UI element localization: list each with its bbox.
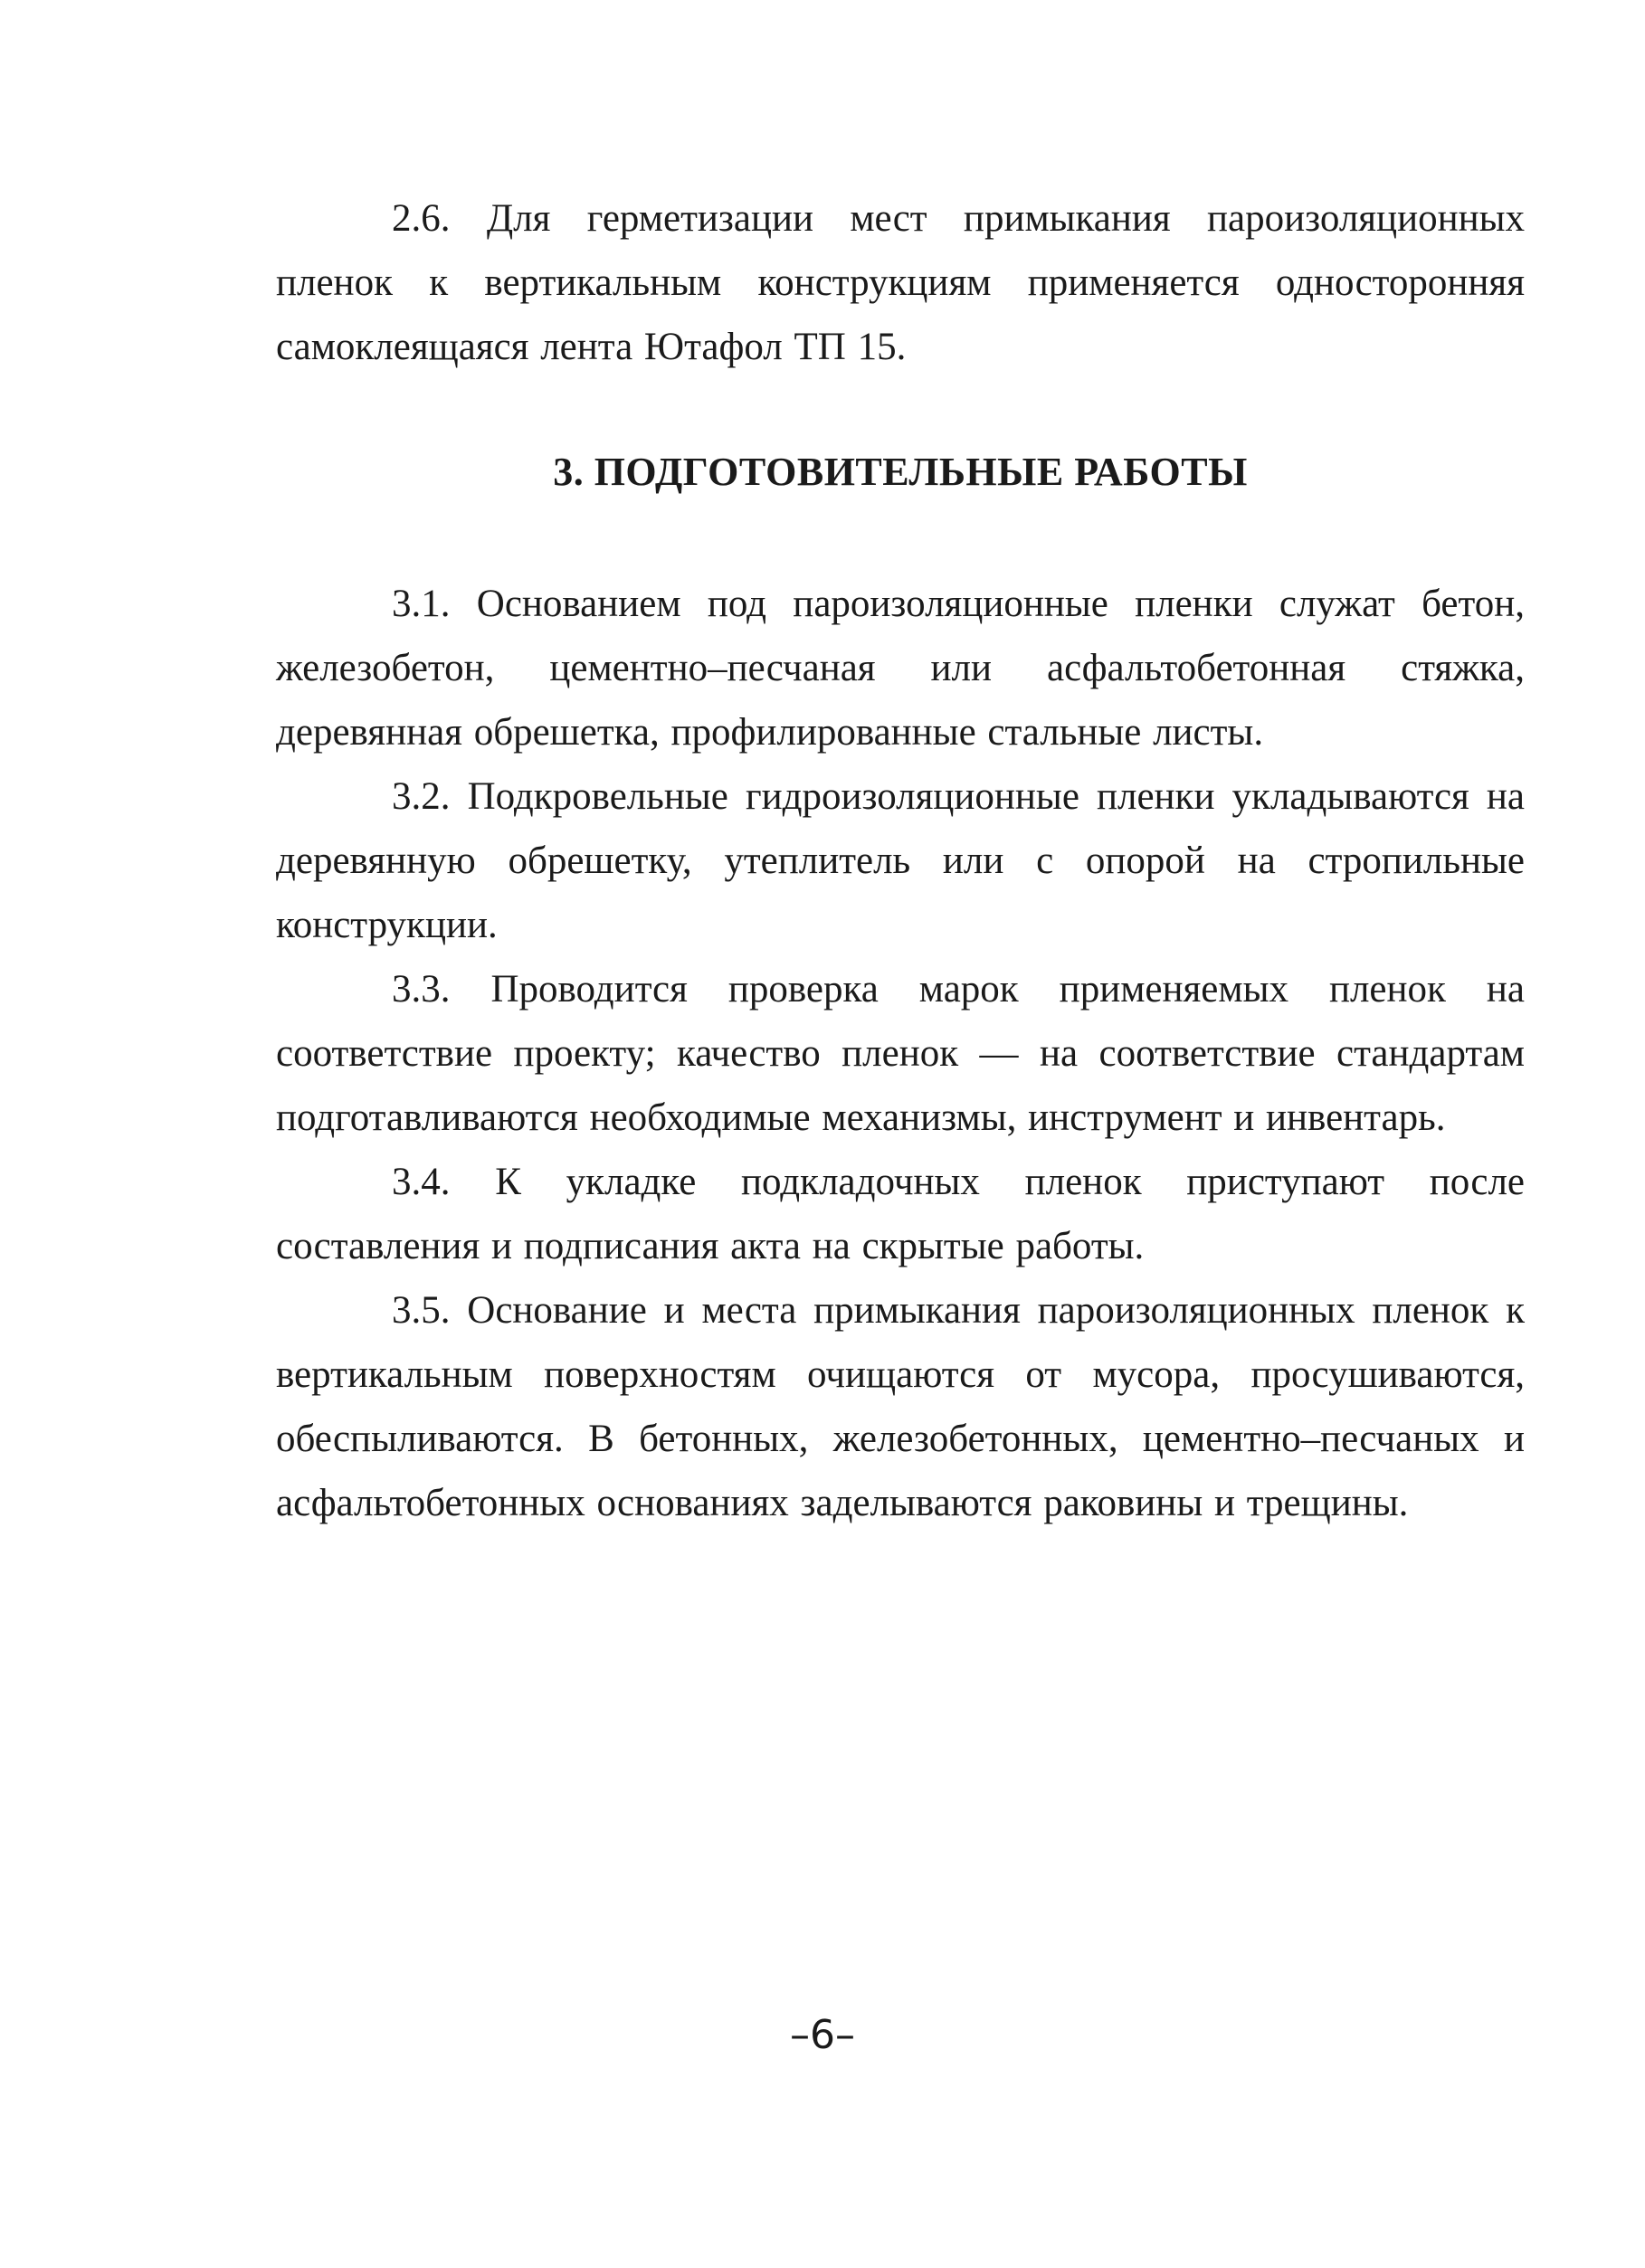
paragraph-2-6: 2.6. Для герметизации мест примыкания пароизоляционных пленок к вертикальным конструкциям применяется односторонняя самоклеящаяся лента Ютафол ТП 15. (276, 197, 1525, 368)
paragraph-3-4: 3.4. К укладке подкладочных пленок приступают после составления и подписания акта на скрытые работы. (276, 1161, 1525, 1267)
paragraph-3-3: 3.3. Проводится проверка марок применяемых пленок на соответствие проекту; качество пленок — на соответствие стандартам подготавливаются необходимые механизмы, инструмент и инвентарь. (276, 968, 1525, 1139)
paragraph-3-5: 3.5. Основание и места примыкания пароизоляционных пленок к вертикальным поверхностям очищаются от мусора, просушиваются, обеспыливаются. В бетонных, железобетонных, цементно–песчаных и асфальтобетонных основаниях заделываются раковины и трещины. (276, 1289, 1525, 1524)
section-heading: 3. ПОДГОТОВИТЕЛЬНЫЕ РАБОТЫ (553, 450, 1248, 494)
page-number: –6– (790, 2012, 855, 2058)
paragraph-3-1: 3.1. Основанием под пароизоляционные пленки служат бетон, железобетон, цементно–песчаная или асфальтобетонная стяжка, деревянная обрешетка, профилированные стальные листы. (276, 583, 1525, 754)
intro-block (276, 186, 1525, 379)
paragraph-3-2: 3.2. Подкровельные гидроизоляционные пленки укладываются на деревянную обрешетку, утеплитель или с опорой на стропильные конструкции. (276, 775, 1525, 946)
section-body (276, 572, 1525, 1535)
